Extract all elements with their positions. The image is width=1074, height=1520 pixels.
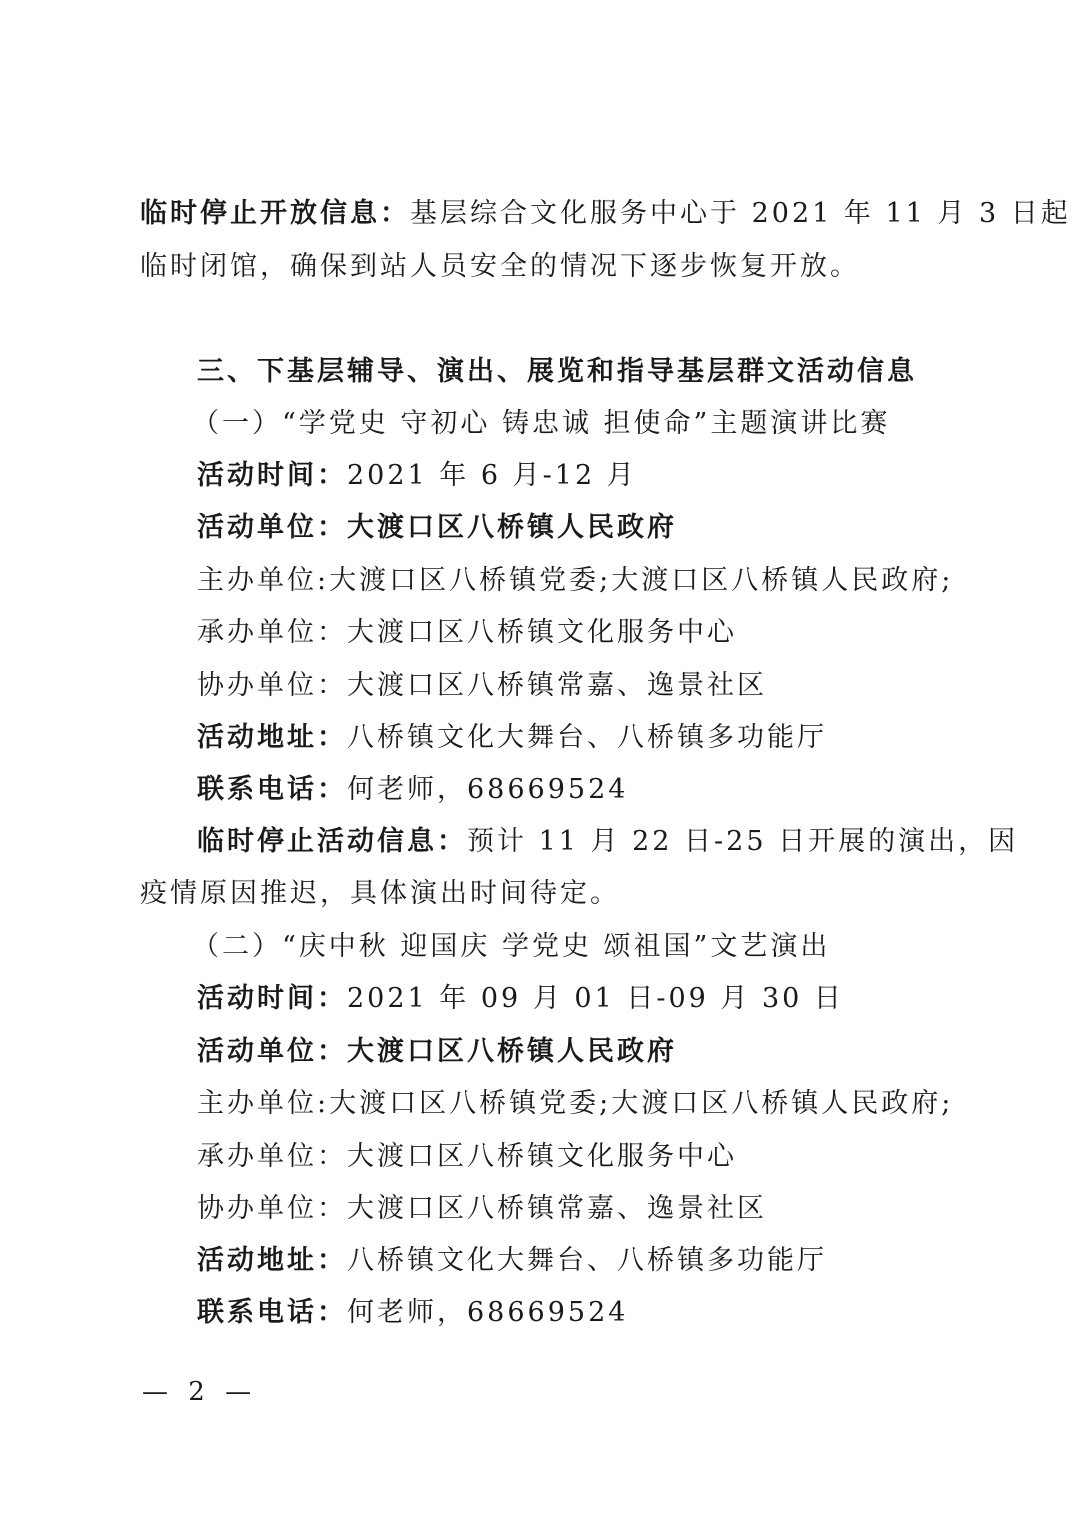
event-phone-label: 联系电话： — [197, 1297, 347, 1328]
event-phone — [197, 1296, 942, 1330]
event-time-value: 2021 年 6 月-12 月 — [347, 460, 637, 491]
event-address-label: 活动地址： — [197, 722, 347, 753]
event-title: （二）“庆中秋 迎国庆 学党史 颂祖国”文艺演出 — [192, 931, 831, 962]
event-time — [197, 982, 942, 1016]
event-address — [197, 721, 942, 755]
event-co-organizer: 协办单位：大渡口区八桥镇常嘉、逸景社区 — [197, 670, 767, 701]
event-organizer: 承办单位：大渡口区八桥镇文化服务中心 — [197, 617, 737, 648]
event-phone-value: 何老师，68669524 — [347, 774, 629, 805]
event-time — [197, 459, 942, 493]
event-time-value: 2021 年 09 月 01 日-09 月 30 日 — [347, 983, 844, 1014]
event-unit-value: 大渡口区八桥镇人民政府 — [347, 1036, 677, 1067]
event-organizer: 承办单位：大渡口区八桥镇文化服务中心 — [197, 1141, 737, 1172]
event-unit — [197, 511, 942, 545]
event-title: （一）“学党史 守初心 铸忠诚 担使命”主题演讲比赛 — [192, 408, 891, 439]
section-heading: 三、下基层辅导、演出、展览和指导基层群文活动信息 — [197, 356, 917, 387]
event-host: 主办单位:大渡口区八桥镇党委;大渡口区八桥镇人民政府; — [197, 1088, 954, 1119]
event-unit-label: 活动单位： — [197, 512, 347, 543]
event-address-value: 八桥镇文化大舞台、八桥镇多功能厅 — [347, 1245, 827, 1276]
event-host: 主办单位:大渡口区八桥镇党委;大渡口区八桥镇人民政府; — [197, 565, 954, 596]
closure-notice-label: 临时停止开放信息： — [140, 198, 410, 229]
event-address-label: 活动地址： — [197, 1245, 347, 1276]
event-phone-label: 联系电话： — [197, 774, 347, 805]
event-unit — [197, 1035, 942, 1069]
closure-notice-line-2: 临时闭馆，确保到站人员安全的情况下逐步恢复开放。 — [140, 251, 860, 282]
closure-notice-line-1 — [140, 197, 1071, 231]
event-unit-label: 活动单位： — [197, 1036, 347, 1067]
event-suspend-text: 预计 11 月 22 日-25 日开展的演出，因 — [467, 826, 1019, 857]
event-suspend-label: 临时停止活动信息： — [197, 826, 467, 857]
event-phone-value: 何老师，68669524 — [347, 1297, 629, 1328]
event-address — [197, 1244, 942, 1278]
page-number: — 2 — — [142, 1377, 258, 1407]
event-time-label: 活动时间： — [197, 460, 347, 491]
closure-notice-text: 基层综合文化服务中心于 2021 年 11 月 3 日起 — [410, 198, 1071, 229]
event-suspend-line-2: 疫情原因推迟，具体演出时间待定。 — [140, 878, 620, 909]
event-phone — [197, 773, 942, 807]
event-time-label: 活动时间： — [197, 983, 347, 1014]
event-unit-value: 大渡口区八桥镇人民政府 — [347, 512, 677, 543]
event-co-organizer: 协办单位：大渡口区八桥镇常嘉、逸景社区 — [197, 1193, 767, 1224]
event-suspend-line-1 — [197, 825, 1019, 859]
event-address-value: 八桥镇文化大舞台、八桥镇多功能厅 — [347, 722, 827, 753]
